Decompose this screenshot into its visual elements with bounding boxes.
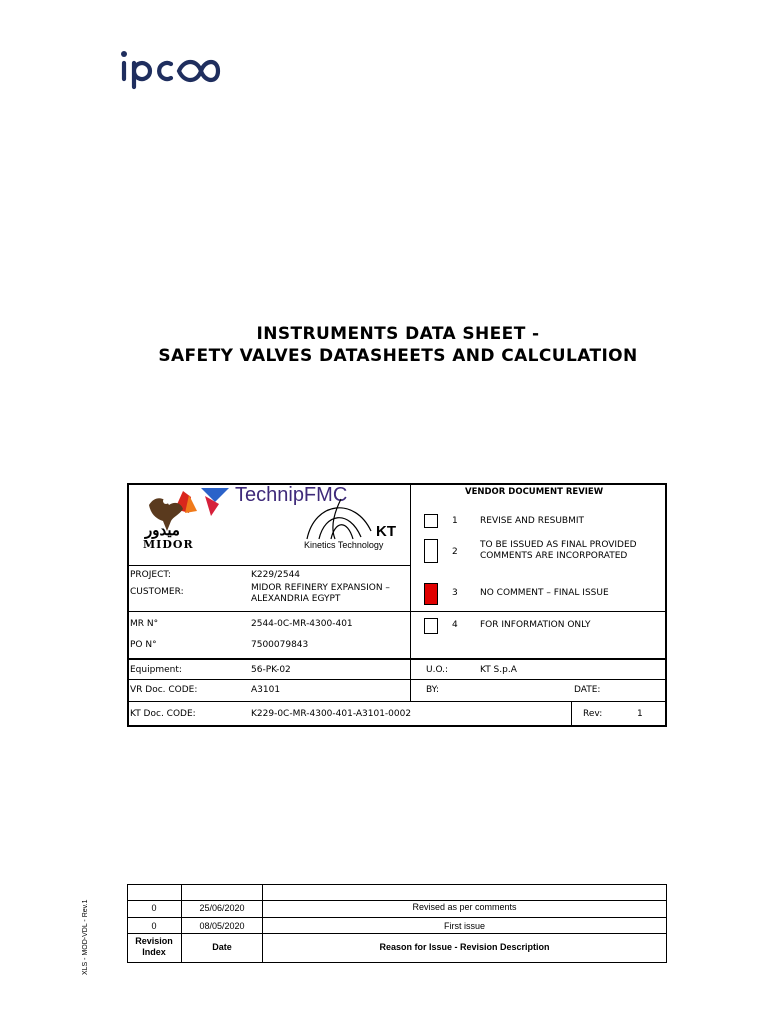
vr-code-label: VR Doc. CODE: — [130, 685, 198, 695]
technipfmc-logo-text: TechnipFMC — [235, 484, 348, 506]
revision-header-reason: Reason for Issue - Revision Description — [379, 942, 550, 952]
equipment-label: Equipment: — [130, 665, 182, 675]
ipco-logo — [118, 46, 223, 90]
review-option-2-label-line2: COMMENTS ARE INCORPORATED — [480, 551, 628, 561]
review-option-2-num: 2 — [452, 547, 458, 557]
kt-logo-text: KT — [376, 523, 396, 540]
review-checkbox-1[interactable] — [424, 514, 438, 528]
title-line-2: SAFETY VALVES DATASHEETS AND CALCULATION — [158, 346, 638, 366]
technipfmc-mark-icon — [199, 486, 235, 516]
revision-table — [127, 884, 667, 963]
project-label: PROJECT: — [130, 570, 171, 580]
customer-value-line1: MIDOR REFINERY EXPANSION – — [251, 583, 390, 593]
project-value: K229/2544 — [251, 570, 301, 580]
revision-row-2-reason: First issue — [443, 921, 485, 931]
review-option-2-label-line1: TO BE ISSUED AS FINAL PROVIDED — [480, 540, 637, 550]
revision-header-date: Date — [212, 942, 232, 952]
review-option-3-label: NO COMMENT – FINAL ISSUE — [480, 588, 609, 598]
customer-label: CUSTOMER: — [130, 587, 184, 597]
po-value: 7500079843 — [251, 640, 309, 650]
review-checkbox-2[interactable] — [424, 539, 438, 563]
customer-value-line2: ALEXANDRIA EGYPT — [251, 594, 341, 604]
revision-header-index-line2: Index — [142, 947, 166, 957]
uo-label: U.O.: — [426, 665, 449, 675]
kt-code-value: K229-0C-MR-4300-401-A3101-0002 — [251, 709, 412, 719]
date-label: DATE: — [574, 685, 601, 695]
document-header-box — [127, 483, 667, 727]
mr-label: MR N° — [130, 619, 159, 629]
equipment-value: 56-PK-02 — [251, 665, 291, 675]
revision-row-2-index: 0 — [151, 921, 157, 931]
review-checkbox-4[interactable] — [424, 618, 438, 634]
review-option-1-num: 1 — [452, 516, 458, 526]
review-checkbox-3[interactable] — [424, 583, 438, 605]
revision-row-1-date: 25/06/2020 — [199, 903, 245, 913]
by-label: BY: — [426, 685, 440, 695]
vr-code-value: A3101 — [251, 685, 281, 695]
review-option-4-label: FOR INFORMATION ONLY — [480, 620, 591, 630]
title-line-1: INSTRUMENTS DATA SHEET - — [256, 324, 540, 344]
midor-arabic-text: ميدور — [145, 521, 180, 539]
po-label: PO N° — [130, 640, 157, 650]
revision-row-1-index: 0 — [151, 903, 157, 913]
side-form-code: XLS - MOD-VDL - Rev.1 — [82, 899, 89, 975]
review-option-1-label: REVISE AND RESUBMIT — [480, 516, 585, 526]
revision-row-1-reason: Revised as per comments — [412, 902, 517, 912]
rev-value: 1 — [637, 709, 643, 719]
rev-label: Rev: — [583, 709, 603, 719]
midor-english-text: MIDOR — [143, 538, 194, 551]
kt-tagline: Kinetics Technology — [304, 540, 384, 550]
review-option-4-num: 4 — [452, 620, 458, 630]
revision-header-index-line1: Revision — [135, 936, 173, 946]
kt-code-label: KT Doc. CODE: — [130, 709, 196, 719]
uo-value: KT S.p.A — [480, 665, 517, 675]
review-option-3-num: 3 — [452, 588, 458, 598]
kt-arch-logo — [305, 497, 385, 541]
review-heading: VENDOR DOCUMENT REVIEW — [465, 487, 604, 497]
revision-row-2-date: 08/05/2020 — [199, 921, 245, 931]
mr-value: 2544-0C-MR-4300-401 — [251, 619, 353, 629]
